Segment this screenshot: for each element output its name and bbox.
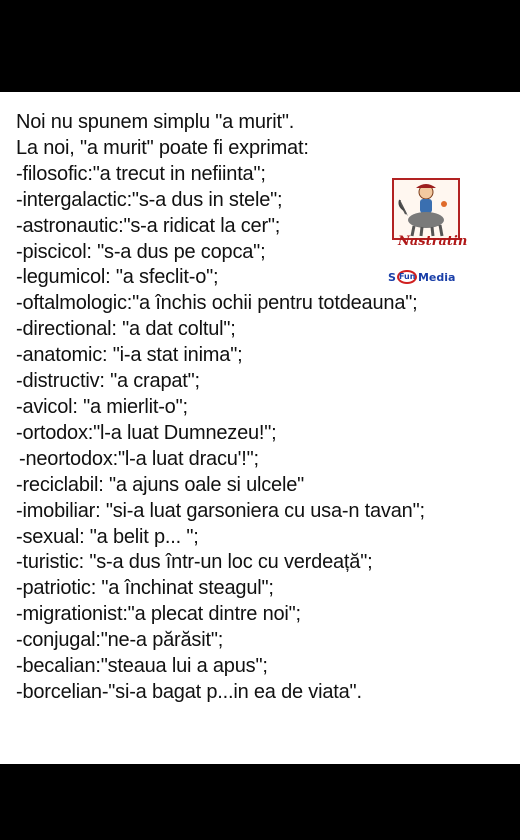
text-line: -intergalactic:"s-a dus in stele"; [16,188,283,211]
text-line: -directional: "a dat coltul"; [16,318,236,341]
text-line: -distructiv: "a crapat"; [16,370,200,393]
logo-script-text: Nastratin [398,234,468,249]
text-line: -anatomic: "i-a stat inima"; [16,344,243,367]
text-line: Noi nu spunem simplu "a murit". [16,111,295,133]
nastratin-logo [384,178,474,288]
text-line: -avicol: "a mierlit-o"; [16,395,188,418]
donkey-rider-illustration-icon [392,178,460,240]
text-line: -oftalmologic:"a închis ochii pentru totdeauna"; [16,292,418,315]
text-line: -neortodox:"l-a luat dracu'!"; [19,447,259,470]
text-line: -filosofic:"a trecut in nefiinta"; [16,162,266,185]
post-card [0,92,520,764]
text-line: -turistic: "s-a dus într-un loc cu verdeață"; [16,551,373,574]
text-line: -piscicol: "s-a dus pe copca"; [16,240,266,263]
text-line: -patriotic: "a închinat steagul"; [16,577,274,600]
text-line: -imobiliar: "si-a luat garsoniera cu usa-n tavan"; [16,499,425,522]
text-line: -conjugal:"ne-a părăsit"; [16,629,224,652]
text-line: -astronautic:"s-a ridicat la cer"; [16,214,281,237]
text-line: La noi, "a murit" poate fi exprimat: [16,136,309,159]
text-line: -sexual: "a belit p... "; [16,525,199,548]
text-line: -reciclabil: "a ajuns oale si ulcele" [16,473,305,496]
text-line: -borcelian-"si-a bagat p...in ea de viata". [16,680,362,703]
text-line: -becalian:"steaua lui a apus"; [16,655,268,678]
funmedia-wordmark: S Fun Media [388,270,456,284]
text-line: -legumicol: "a sfeclit-o"; [16,266,219,289]
text-line: -migrationist:"a plecat dintre noi"; [16,603,301,626]
text-line: -ortodox:"l-a luat Dumnezeu!"; [16,421,277,444]
